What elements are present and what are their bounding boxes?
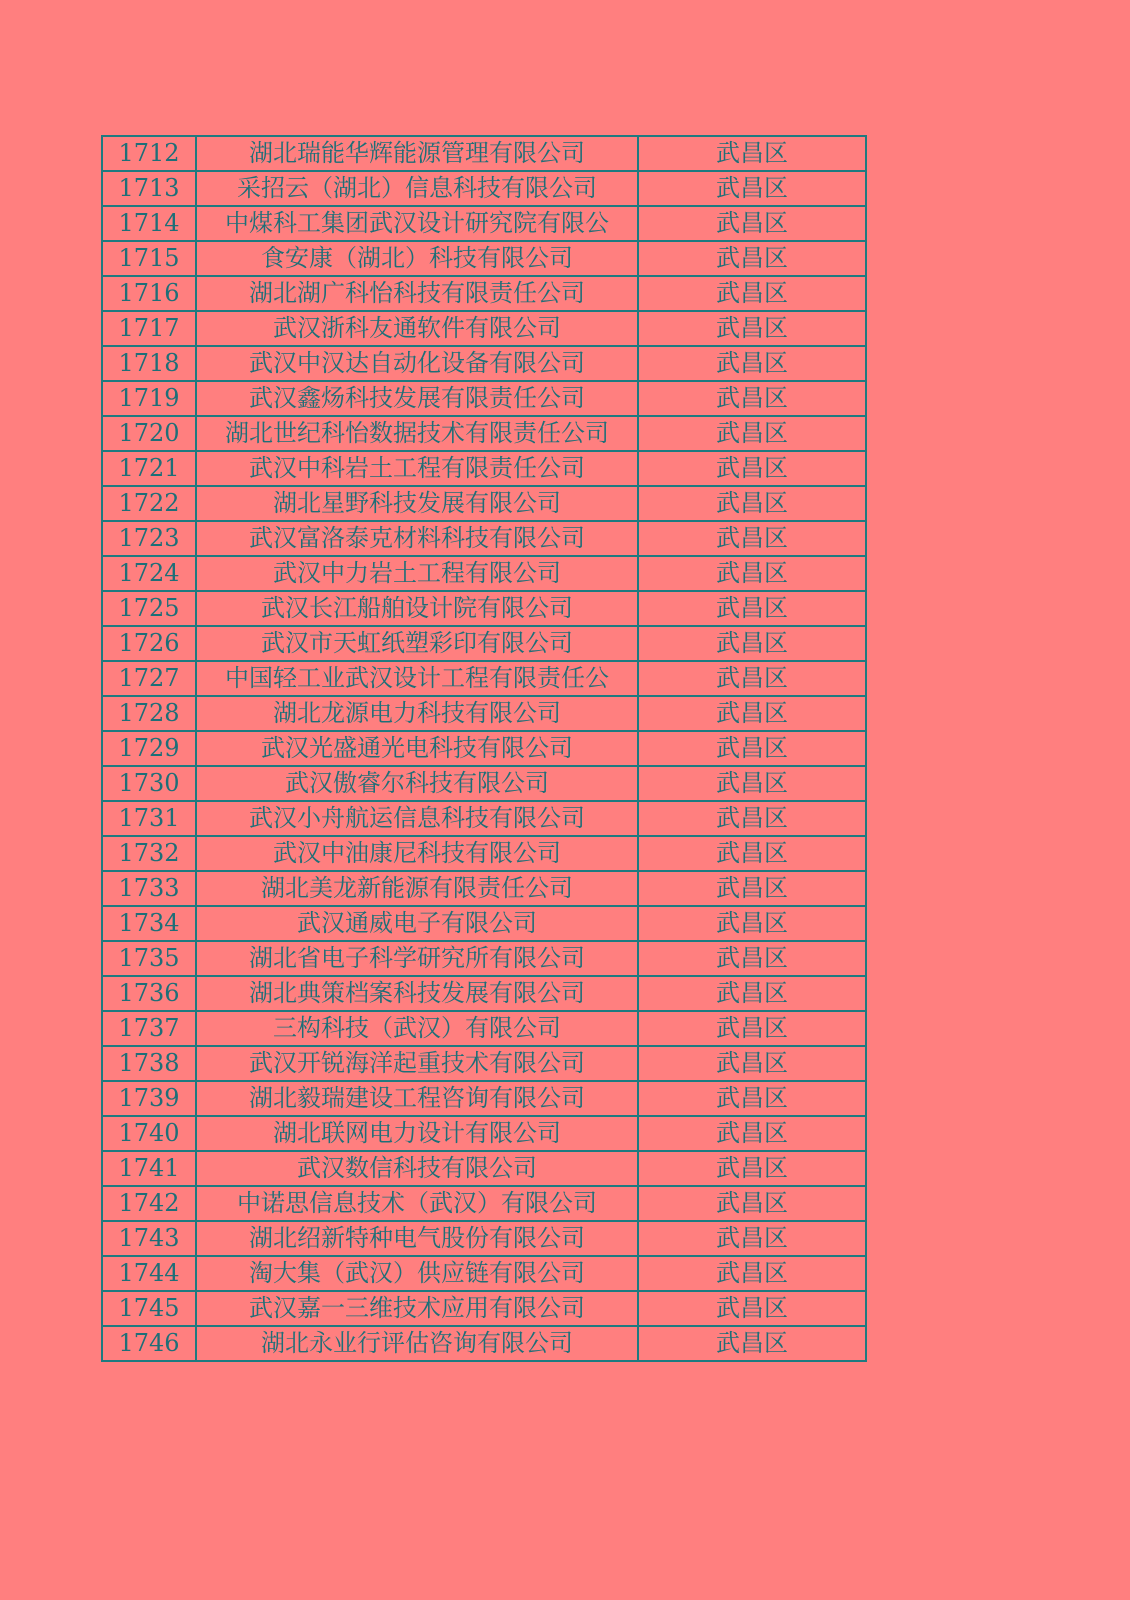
row-number-cell: 1735 — [102, 941, 196, 976]
row-number-cell: 1715 — [102, 241, 196, 276]
table-row — [102, 276, 866, 311]
company-name-cell: 湖北省电子科学研究所有限公司 — [196, 941, 638, 976]
row-number-cell: 1713 — [102, 171, 196, 206]
row-number-cell: 1744 — [102, 1256, 196, 1291]
row-number-cell: 1722 — [102, 486, 196, 521]
table-row — [102, 1081, 866, 1116]
district-cell: 武昌区 — [638, 626, 866, 661]
row-number-cell: 1726 — [102, 626, 196, 661]
table-row — [102, 486, 866, 521]
row-number-cell: 1746 — [102, 1326, 196, 1361]
district-cell: 武昌区 — [638, 346, 866, 381]
company-name-cell: 中国轻工业武汉设计工程有限责任公 — [196, 661, 638, 696]
table-row — [102, 941, 866, 976]
row-number-cell: 1730 — [102, 766, 196, 801]
company-name-cell: 武汉中汉达自动化设备有限公司 — [196, 346, 638, 381]
company-name-cell: 武汉傲睿尔科技有限公司 — [196, 766, 638, 801]
row-number-cell: 1734 — [102, 906, 196, 941]
row-number-cell: 1741 — [102, 1151, 196, 1186]
district-cell: 武昌区 — [638, 416, 866, 451]
row-number-cell: 1727 — [102, 661, 196, 696]
table-row — [102, 381, 866, 416]
table-row — [102, 731, 866, 766]
company-name-cell: 武汉数信科技有限公司 — [196, 1151, 638, 1186]
row-number-cell: 1725 — [102, 591, 196, 626]
table-row — [102, 311, 866, 346]
district-cell: 武昌区 — [638, 1011, 866, 1046]
table-row — [102, 626, 866, 661]
district-cell: 武昌区 — [638, 381, 866, 416]
table-row — [102, 696, 866, 731]
district-cell: 武昌区 — [638, 836, 866, 871]
row-number-cell: 1719 — [102, 381, 196, 416]
table-row — [102, 451, 866, 486]
table-row — [102, 1011, 866, 1046]
district-cell: 武昌区 — [638, 1116, 866, 1151]
table-row — [102, 521, 866, 556]
table-row — [102, 136, 866, 171]
district-cell: 武昌区 — [638, 976, 866, 1011]
district-cell: 武昌区 — [638, 766, 866, 801]
company-name-cell: 中诺思信息技术（武汉）有限公司 — [196, 1186, 638, 1221]
row-number-cell: 1745 — [102, 1291, 196, 1326]
row-number-cell: 1738 — [102, 1046, 196, 1081]
district-cell: 武昌区 — [638, 871, 866, 906]
company-name-cell: 湖北典策档案科技发展有限公司 — [196, 976, 638, 1011]
district-cell: 武昌区 — [638, 1221, 866, 1256]
table-row — [102, 801, 866, 836]
row-number-cell: 1743 — [102, 1221, 196, 1256]
table-row — [102, 416, 866, 451]
table-row — [102, 1116, 866, 1151]
district-cell: 武昌区 — [638, 801, 866, 836]
table-row — [102, 1291, 866, 1326]
table-row — [102, 871, 866, 906]
company-name-cell: 三构科技（武汉）有限公司 — [196, 1011, 638, 1046]
company-name-cell: 湖北瑞能华辉能源管理有限公司 — [196, 136, 638, 171]
company-name-cell: 湖北美龙新能源有限责任公司 — [196, 871, 638, 906]
company-name-cell: 食安康（湖北）科技有限公司 — [196, 241, 638, 276]
row-number-cell: 1724 — [102, 556, 196, 591]
company-name-cell: 武汉中油康尼科技有限公司 — [196, 836, 638, 871]
district-cell: 武昌区 — [638, 731, 866, 766]
table-row — [102, 976, 866, 1011]
table-row — [102, 556, 866, 591]
row-number-cell: 1732 — [102, 836, 196, 871]
company-name-cell: 湖北湖广科怡科技有限责任公司 — [196, 276, 638, 311]
company-name-cell: 中煤科工集团武汉设计研究院有限公 — [196, 206, 638, 241]
company-table — [101, 135, 867, 1362]
row-number-cell: 1739 — [102, 1081, 196, 1116]
district-cell: 武昌区 — [638, 521, 866, 556]
district-cell: 武昌区 — [638, 1081, 866, 1116]
table-row — [102, 836, 866, 871]
district-cell: 武昌区 — [638, 556, 866, 591]
row-number-cell: 1714 — [102, 206, 196, 241]
row-number-cell: 1721 — [102, 451, 196, 486]
table-row — [102, 1046, 866, 1081]
table-row — [102, 1256, 866, 1291]
table-row — [102, 766, 866, 801]
district-cell: 武昌区 — [638, 241, 866, 276]
company-name-cell: 湖北毅瑞建设工程咨询有限公司 — [196, 1081, 638, 1116]
district-cell: 武昌区 — [638, 1256, 866, 1291]
company-name-cell: 武汉富洛泰克材料科技有限公司 — [196, 521, 638, 556]
company-name-cell: 武汉小舟航运信息科技有限公司 — [196, 801, 638, 836]
company-name-cell: 武汉中力岩土工程有限公司 — [196, 556, 638, 591]
district-cell: 武昌区 — [638, 311, 866, 346]
row-number-cell: 1740 — [102, 1116, 196, 1151]
district-cell: 武昌区 — [638, 1151, 866, 1186]
row-number-cell: 1728 — [102, 696, 196, 731]
table-row — [102, 171, 866, 206]
company-name-cell: 湖北星野科技发展有限公司 — [196, 486, 638, 521]
company-name-cell: 湖北绍新特种电气股份有限公司 — [196, 1221, 638, 1256]
table-row — [102, 661, 866, 696]
district-cell: 武昌区 — [638, 696, 866, 731]
table-row — [102, 1221, 866, 1256]
table-row — [102, 1326, 866, 1361]
district-cell: 武昌区 — [638, 591, 866, 626]
district-cell: 武昌区 — [638, 906, 866, 941]
row-number-cell: 1731 — [102, 801, 196, 836]
row-number-cell: 1712 — [102, 136, 196, 171]
row-number-cell: 1716 — [102, 276, 196, 311]
company-name-cell: 武汉市天虹纸塑彩印有限公司 — [196, 626, 638, 661]
district-cell: 武昌区 — [638, 136, 866, 171]
table-row — [102, 591, 866, 626]
row-number-cell: 1720 — [102, 416, 196, 451]
row-number-cell: 1729 — [102, 731, 196, 766]
company-name-cell: 武汉鑫炀科技发展有限责任公司 — [196, 381, 638, 416]
district-cell: 武昌区 — [638, 1326, 866, 1361]
table-row — [102, 206, 866, 241]
district-cell: 武昌区 — [638, 661, 866, 696]
district-cell: 武昌区 — [638, 206, 866, 241]
company-name-cell: 武汉长江船舶设计院有限公司 — [196, 591, 638, 626]
company-name-cell: 湖北联网电力设计有限公司 — [196, 1116, 638, 1151]
company-name-cell: 武汉开锐海洋起重技术有限公司 — [196, 1046, 638, 1081]
row-number-cell: 1718 — [102, 346, 196, 381]
company-name-cell: 武汉中科岩土工程有限责任公司 — [196, 451, 638, 486]
row-number-cell: 1717 — [102, 311, 196, 346]
table-row — [102, 906, 866, 941]
row-number-cell: 1723 — [102, 521, 196, 556]
row-number-cell: 1737 — [102, 1011, 196, 1046]
row-number-cell: 1742 — [102, 1186, 196, 1221]
company-name-cell: 武汉通威电子有限公司 — [196, 906, 638, 941]
company-table-body — [102, 136, 866, 1361]
district-cell: 武昌区 — [638, 486, 866, 521]
table-row — [102, 346, 866, 381]
company-name-cell: 武汉浙科友通软件有限公司 — [196, 311, 638, 346]
company-name-cell: 淘大集（武汉）供应链有限公司 — [196, 1256, 638, 1291]
table-row — [102, 241, 866, 276]
table-row — [102, 1151, 866, 1186]
company-name-cell: 武汉嘉一三维技术应用有限公司 — [196, 1291, 638, 1326]
company-name-cell: 湖北龙源电力科技有限公司 — [196, 696, 638, 731]
company-name-cell: 武汉光盛通光电科技有限公司 — [196, 731, 638, 766]
district-cell: 武昌区 — [638, 451, 866, 486]
district-cell: 武昌区 — [638, 276, 866, 311]
district-cell: 武昌区 — [638, 1291, 866, 1326]
company-name-cell: 采招云（湖北）信息科技有限公司 — [196, 171, 638, 206]
row-number-cell: 1733 — [102, 871, 196, 906]
table-row — [102, 1186, 866, 1221]
district-cell: 武昌区 — [638, 1186, 866, 1221]
district-cell: 武昌区 — [638, 941, 866, 976]
company-name-cell: 湖北永业行评估咨询有限公司 — [196, 1326, 638, 1361]
company-name-cell: 湖北世纪科怡数据技术有限责任公司 — [196, 416, 638, 451]
district-cell: 武昌区 — [638, 1046, 866, 1081]
row-number-cell: 1736 — [102, 976, 196, 1011]
district-cell: 武昌区 — [638, 171, 866, 206]
